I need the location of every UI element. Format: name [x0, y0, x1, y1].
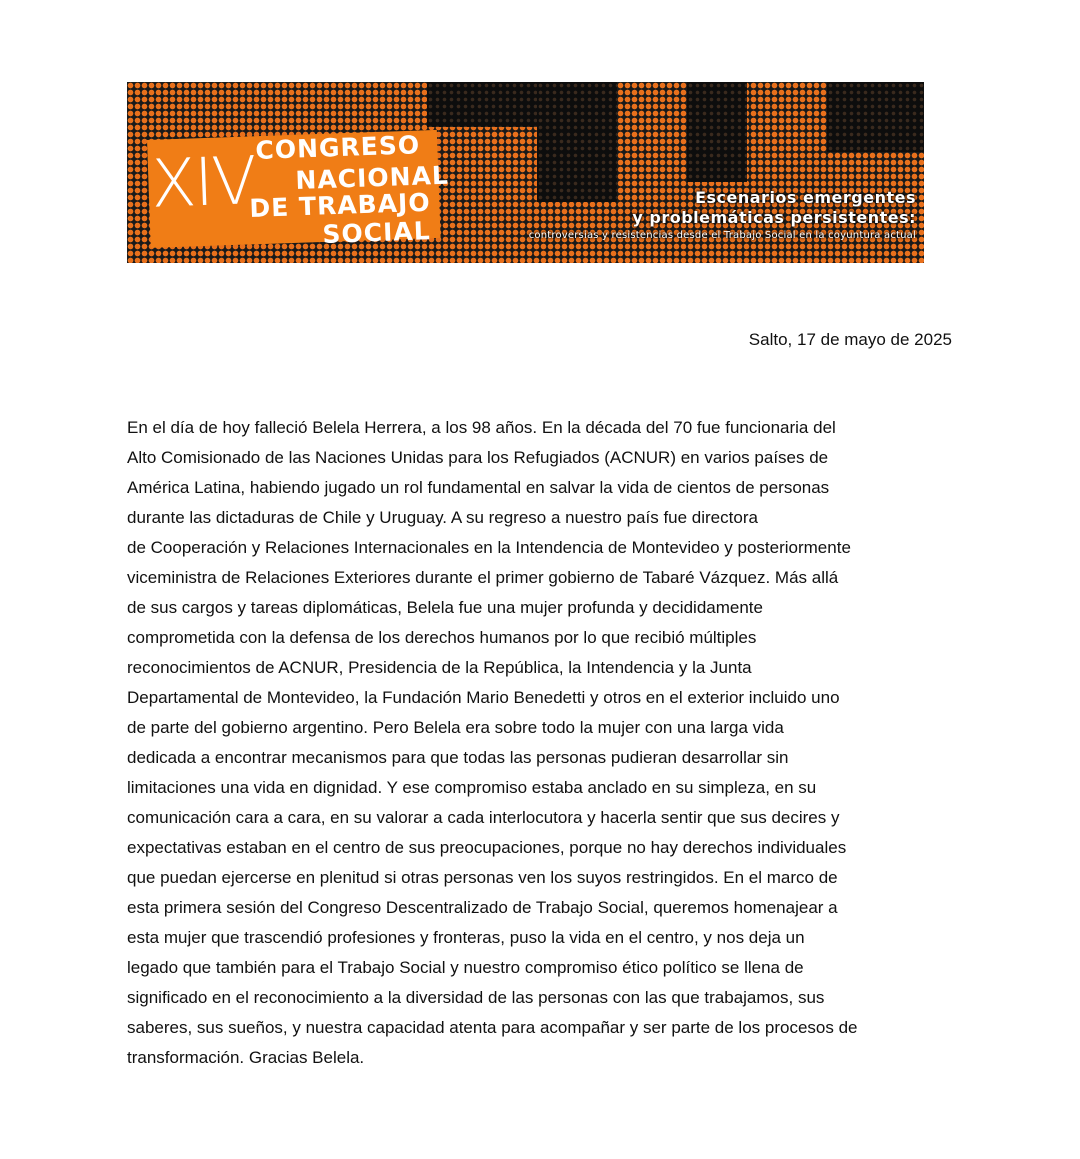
body-line: que puedan ejercerse en plenitud si otras personas ven los suyos restringidos. En el marco de	[127, 868, 838, 887]
banner-dark-panel	[827, 82, 924, 152]
letter-date: Salto, 17 de mayo de 2025	[748, 330, 952, 349]
banner-title-line-3: DE TRABAJO	[249, 187, 432, 223]
banner-tagline-1: Escenarios emergentes	[695, 188, 916, 207]
body-line: de Cooperación y Relaciones Internacionales en la Intendencia de Montevideo y posteriormente	[127, 538, 851, 557]
body-line: viceministra de Relaciones Exteriores durante el primer gobierno de Tabaré Vázquez. Más allá	[127, 568, 839, 587]
body-line: comprometida con la defensa de los derechos humanos por lo que recibió múltiples	[127, 628, 757, 647]
banner-title-line-1: CONGRESO	[255, 130, 421, 165]
body-line: de sus cargos y tareas diplomáticas, Belela fue una mujer profunda y decididamente	[127, 598, 763, 617]
banner-tagline-3: controversias y resistencias desde el Trabajo Social en la coyuntura actual	[528, 230, 916, 241]
body-line: limitaciones una vida en dignidad. Y ese compromiso estaba anclado en su simpleza, en su	[127, 778, 817, 797]
body-line: Alto Comisionado de las Naciones Unidas para los Refugiados (ACNUR) en varios países de	[127, 448, 829, 467]
body-line: transformación. Gracias Belela.	[127, 1048, 365, 1067]
body-line: significado en el reconocimiento a la diversidad de las personas con las que trabajamos, sus	[127, 988, 825, 1007]
banner-title-line-4: SOCIAL	[322, 216, 432, 249]
body-line: esta primera sesión del Congreso Descentralizado de Trabajo Social, queremos homenajear a	[127, 898, 838, 917]
banner-roman-numeral: XIV	[149, 142, 257, 223]
body-line: Departamental de Montevideo, la Fundación Mario Benedetti y otros en el exterior incluido uno	[127, 688, 840, 707]
banner-tagline-2: y problemáticas persistentes:	[632, 208, 916, 227]
body-line: durante las dictaduras de Chile y Uruguay. A su regreso a nuestro país fue directora	[127, 508, 758, 527]
banner-title-line-2: NACIONAL	[295, 160, 450, 195]
body-line: América Latina, habiendo jugado un rol fundamental en salvar la vida de cientos de personas	[127, 478, 830, 497]
body-line: reconocimientos de ACNUR, Presidencia de la República, la Intendencia y la Junta	[127, 658, 752, 677]
body-line: esta mujer que trascendió profesiones y fronteras, puso la vida en el centro, y nos deja un	[127, 928, 805, 947]
body-line: legado que también para el Trabajo Social y nuestro compromiso ético político se llena de	[127, 958, 804, 977]
body-line: de parte del gobierno argentino. Pero Belela era sobre todo la mujer con una larga vida	[127, 718, 784, 737]
banner-dark-panel	[537, 82, 617, 202]
banner-dark-panel	[687, 82, 747, 182]
body-line: dedicada a encontrar mecanismos para que todas las personas pudieran desarrollar sin	[127, 748, 789, 767]
body-line: expectativas estaban en el centro de sus preocupaciones, porque no hay derechos individuales	[127, 838, 847, 857]
banner-dark-panel	[427, 82, 537, 127]
body-line: saberes, sus sueños, y nuestra capacidad atenta para acompañar y ser parte de los procesos de	[127, 1018, 858, 1037]
congress-banner	[127, 82, 924, 263]
body-line: comunicación cara a cara, en su valorar a cada interlocutora y hacerla sentir que sus decires y	[127, 808, 840, 827]
body-line: En el día de hoy falleció Belela Herrera, a los 98 años. En la década del 70 fue funcionaria del	[127, 418, 836, 437]
letter-body	[127, 413, 953, 1073]
